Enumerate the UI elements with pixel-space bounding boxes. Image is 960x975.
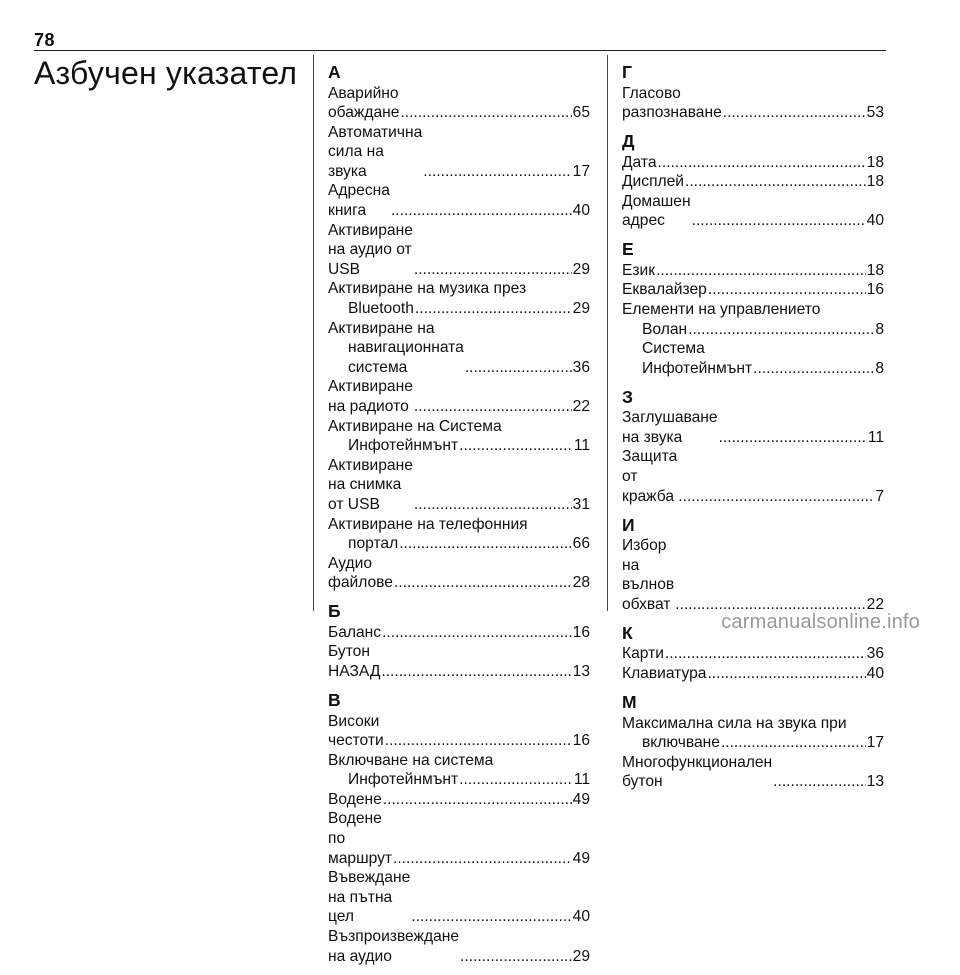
dot-leader xyxy=(459,436,573,456)
entry-line xyxy=(622,644,884,664)
entry-text: Баланс xyxy=(328,623,382,641)
dot-leader xyxy=(394,573,572,593)
entry-page-number: 36 xyxy=(572,358,590,376)
entry-line xyxy=(328,868,590,927)
entry-page-number: 16 xyxy=(572,732,590,750)
index-entry xyxy=(328,515,590,554)
entry-text: Еквалайзер xyxy=(622,281,707,299)
dot-leader xyxy=(721,733,866,753)
entry-text: Домашен адрес xyxy=(622,192,695,230)
entry-text: Високи честоти xyxy=(328,712,384,750)
entry-text: навигационната система xyxy=(348,339,469,376)
entry-heading: Включване на система xyxy=(328,751,494,769)
entry-text: Инфотейнмънт xyxy=(348,437,459,455)
dot-leader xyxy=(753,359,874,379)
entry-line xyxy=(622,261,884,281)
index-entry xyxy=(622,280,884,300)
watermark: carmanualsonline.info xyxy=(721,611,920,633)
index-column-1 xyxy=(328,62,590,975)
entry-line xyxy=(622,664,884,684)
dot-leader xyxy=(415,299,572,319)
index-entry xyxy=(328,868,590,927)
entry-text: Система Инфотейнмънт xyxy=(642,340,753,377)
index-entry xyxy=(622,714,884,753)
dot-leader xyxy=(391,201,572,221)
page-number: 78 xyxy=(34,30,56,50)
entry-page-number: 40 xyxy=(866,665,884,683)
entry-text: Защита от кражба xyxy=(622,448,682,505)
dot-leader xyxy=(400,103,571,123)
entry-page-number: 36 xyxy=(866,645,884,663)
entry-text: Bluetooth xyxy=(348,300,414,318)
entry-text: Заглушаване на звука xyxy=(622,409,722,446)
dot-leader xyxy=(414,495,572,515)
entry-text: Възпроизвеждане на аудио xyxy=(328,928,464,965)
index-column-2 xyxy=(622,62,884,800)
entry-text: Автоматична сила на звука xyxy=(328,123,427,180)
index-entry xyxy=(328,712,590,751)
entry-line xyxy=(328,642,590,681)
entry-line xyxy=(622,84,884,123)
entry-line xyxy=(622,192,884,231)
index-section xyxy=(622,387,884,506)
index-entry xyxy=(622,339,884,378)
dot-leader xyxy=(381,662,571,682)
entry-line xyxy=(328,927,590,966)
index-entry xyxy=(328,84,590,123)
entry-line xyxy=(622,447,884,506)
entry-page-number: 66 xyxy=(572,535,590,553)
entry-heading: Активиране на телефонния xyxy=(328,515,528,533)
entry-text: портал xyxy=(348,535,399,553)
entry-line xyxy=(622,172,884,192)
entry-page-number: 8 xyxy=(875,359,884,377)
index-entry xyxy=(328,221,590,280)
dot-leader xyxy=(383,790,572,810)
index-entry xyxy=(328,790,590,810)
dot-leader xyxy=(692,211,866,231)
entry-line xyxy=(328,712,590,751)
index-section xyxy=(328,62,590,593)
header-rule xyxy=(34,50,886,51)
entry-page-number: 40 xyxy=(572,202,590,220)
section-letter: А xyxy=(328,62,341,82)
entry-text: Гласово разпознаване xyxy=(622,84,722,122)
index-entry xyxy=(328,123,590,182)
section-letter: З xyxy=(622,386,633,407)
dot-leader xyxy=(708,280,866,300)
dot-leader xyxy=(658,153,866,173)
entry-text: Дисплей xyxy=(622,173,684,191)
section-letter: Г xyxy=(622,62,632,82)
entry-line xyxy=(328,554,590,593)
entry-text: включване xyxy=(642,734,720,752)
entry-line xyxy=(328,436,590,456)
index-section xyxy=(328,601,590,681)
entry-text: Карти xyxy=(622,645,664,663)
entry-text: Активиране на снимка от USB xyxy=(328,456,418,513)
index-entry xyxy=(622,192,884,231)
dot-leader xyxy=(685,172,866,192)
entry-page-number: 22 xyxy=(572,398,590,415)
dot-leader xyxy=(385,731,572,751)
section-letter: И xyxy=(622,514,635,535)
index-entry xyxy=(328,809,590,868)
entry-heading: Активиране на Система xyxy=(328,417,502,435)
dot-leader xyxy=(460,947,572,967)
section-letter: М xyxy=(622,692,637,712)
entry-line xyxy=(622,733,884,753)
section-letter: Д xyxy=(622,131,635,152)
section-letter: В xyxy=(328,690,341,710)
index-entry xyxy=(328,319,590,378)
section-letter: Б xyxy=(328,601,341,622)
entry-page-number: 22 xyxy=(866,595,884,613)
entry-line xyxy=(622,408,884,447)
index-entry xyxy=(622,172,884,192)
dot-leader xyxy=(414,397,572,417)
dot-leader xyxy=(465,358,572,378)
dot-leader xyxy=(688,320,874,340)
entry-text: Водене xyxy=(328,790,387,808)
index-section xyxy=(622,62,884,123)
entry-line xyxy=(328,299,590,319)
index-section xyxy=(622,692,884,792)
dot-leader xyxy=(393,849,572,869)
index-entry xyxy=(622,664,884,684)
entry-page-number: 28 xyxy=(572,574,590,592)
entry-text: Многофункционален бутон xyxy=(622,753,777,791)
entry-line xyxy=(622,339,884,378)
entry-page-number: 11 xyxy=(573,771,590,789)
entry-heading: Активиране на музика през xyxy=(328,280,527,298)
index-entry xyxy=(622,408,884,447)
index-section xyxy=(622,515,884,615)
page-title: Азбучен указател xyxy=(34,55,298,91)
dot-leader xyxy=(773,772,865,792)
entry-text: Водене по маршрут xyxy=(328,810,393,867)
entry-line xyxy=(622,320,884,340)
index-entry xyxy=(328,642,590,681)
entry-page-number: 18 xyxy=(866,173,884,191)
entry-line xyxy=(328,84,590,123)
entry-text: Аудио файлове xyxy=(328,554,393,592)
entry-heading: Елементи на управлението xyxy=(622,301,821,319)
index-entry xyxy=(328,417,590,456)
dot-leader xyxy=(707,664,865,684)
entry-page-number: 65 xyxy=(572,104,590,122)
entry-page-number: 11 xyxy=(573,437,590,455)
entry-text: Въвеждане на пътна цел xyxy=(328,869,415,926)
index-entry xyxy=(622,536,884,614)
column-divider-1 xyxy=(313,55,314,611)
entry-line xyxy=(328,623,590,643)
entry-text: Дата xyxy=(622,153,657,171)
entry-page-number: 31 xyxy=(572,495,590,513)
entry-line xyxy=(328,221,590,280)
entry-page-number: 49 xyxy=(572,849,590,867)
index-entry xyxy=(622,753,884,792)
index-entry xyxy=(328,751,590,790)
entry-text: Волан xyxy=(642,320,688,338)
entry-line xyxy=(622,753,884,792)
entry-page-number: 16 xyxy=(866,281,884,299)
index-entry xyxy=(328,377,590,416)
dot-leader xyxy=(665,644,866,664)
index-entry xyxy=(622,84,884,123)
index-section xyxy=(622,131,884,231)
dot-leader xyxy=(719,428,867,448)
index-entry xyxy=(622,447,884,506)
entry-text: Бутон НАЗАД xyxy=(328,643,381,681)
entry-page-number: 8 xyxy=(875,320,884,338)
entry-line xyxy=(328,456,590,515)
column-divider-2 xyxy=(607,55,608,611)
dot-leader xyxy=(459,770,573,790)
entry-text: Инфотейнмънт xyxy=(348,771,459,789)
entry-page-number: 29 xyxy=(572,260,590,278)
dot-leader xyxy=(382,623,572,643)
entry-page-number: 13 xyxy=(866,773,884,791)
entry-page-number: 17 xyxy=(572,162,590,180)
section-letter: Е xyxy=(622,239,634,260)
entry-page-number: 13 xyxy=(572,663,590,681)
entry-page-number: 17 xyxy=(866,734,884,752)
entry-text: Активиране на радиото xyxy=(328,378,418,415)
entry-line xyxy=(328,534,590,554)
entry-heading: Максимална сила на звука при xyxy=(622,714,847,732)
entry-page-number: 18 xyxy=(866,153,884,171)
dot-leader xyxy=(411,907,571,927)
entry-line xyxy=(622,536,884,614)
entry-text: Активиране на аудио от USB xyxy=(328,221,418,278)
index-entry xyxy=(622,644,884,664)
index-entry xyxy=(328,927,590,966)
entry-line xyxy=(328,770,590,790)
entry-line xyxy=(328,377,590,416)
entry-text: Език xyxy=(622,261,656,279)
entry-page-number: 40 xyxy=(572,908,590,926)
dot-leader xyxy=(656,261,866,281)
entry-page-number: 29 xyxy=(572,300,590,318)
index-entry xyxy=(328,623,590,643)
entry-page-number: 49 xyxy=(572,790,590,808)
entry-text: Клавиатура xyxy=(622,665,707,683)
dot-leader xyxy=(414,260,572,280)
entry-page-number: 29 xyxy=(572,947,590,965)
index-entry xyxy=(328,181,590,220)
entry-line xyxy=(328,809,590,868)
entry-line xyxy=(328,123,590,182)
dot-leader xyxy=(678,487,874,507)
entry-page-number: 18 xyxy=(866,261,884,279)
entry-line xyxy=(328,790,590,810)
entry-page-number: 40 xyxy=(866,212,884,230)
entry-page-number: 16 xyxy=(572,623,590,641)
entry-text: Аварийно обаждане xyxy=(328,84,403,122)
index-entry xyxy=(622,153,884,173)
entry-line xyxy=(328,338,590,377)
index-section xyxy=(328,690,590,966)
index-entry xyxy=(328,554,590,593)
entry-page-number: 11 xyxy=(867,428,884,446)
dot-leader xyxy=(723,103,866,123)
entry-line xyxy=(328,181,590,220)
entry-page-number: 53 xyxy=(866,104,884,122)
dot-leader xyxy=(399,534,571,554)
entry-heading: Активиране на xyxy=(328,319,435,337)
dot-leader xyxy=(423,162,571,182)
index-entry xyxy=(328,279,590,318)
entry-line xyxy=(622,280,884,300)
entry-text: Адресна книга xyxy=(328,182,395,220)
index-entry xyxy=(622,300,884,339)
index-section xyxy=(622,239,884,378)
entry-text: Избор на вълнов обхват xyxy=(622,537,679,613)
entry-line xyxy=(622,153,884,173)
index-entry xyxy=(328,456,590,515)
entry-page-number: 7 xyxy=(875,487,884,505)
section-letter: К xyxy=(622,622,633,643)
index-entry xyxy=(622,261,884,281)
